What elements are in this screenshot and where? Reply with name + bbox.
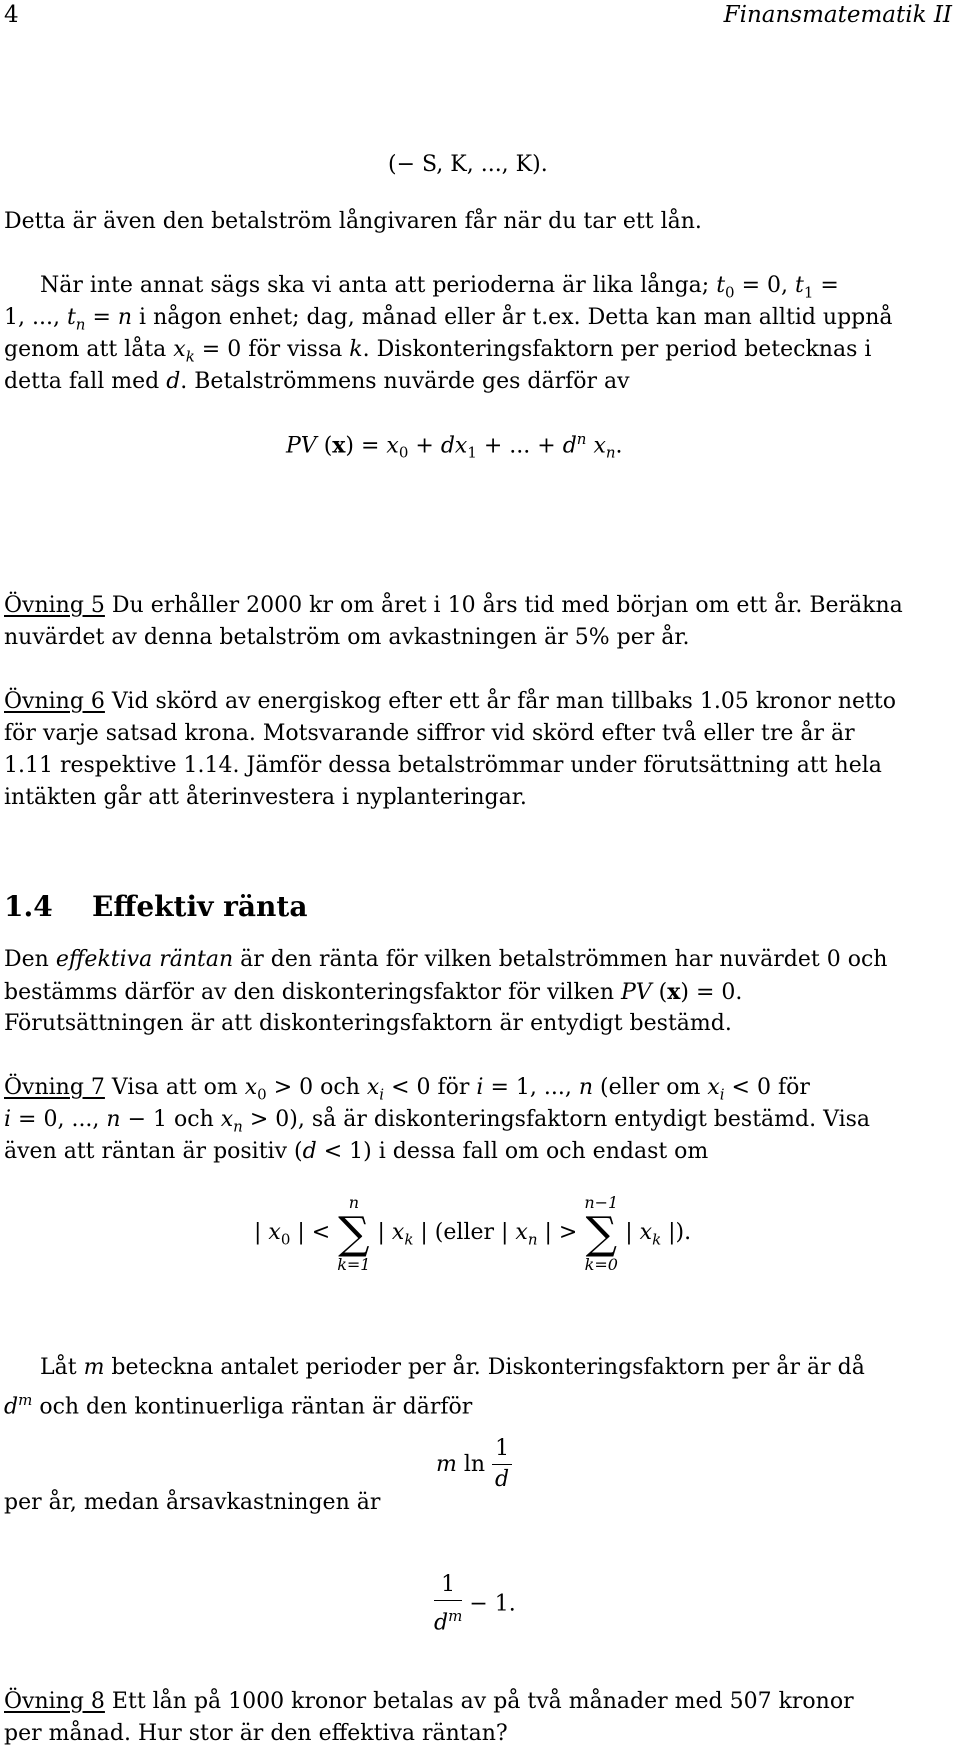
text-span: ) i dessa fall om och endast om	[363, 1139, 709, 1164]
text-span: Den	[4, 947, 56, 972]
paragraph-line: Förutsättningen är att diskonteringsfaktorn är entydigt bestämd.	[4, 1011, 732, 1036]
paragraph-line: intäkten går att återinvestera i nyplanteringar.	[4, 785, 527, 810]
text-span: (eller om	[593, 1075, 708, 1100]
paragraph-line: bestämms därför av den diskonteringsfaktor för vilken PV (x) = 0.	[4, 979, 743, 1005]
paragraph-line: Detta är även den betalström långivaren får när du tar ett lån.	[4, 209, 702, 234]
exercise-5	[4, 590, 903, 622]
text-span: Visa att om	[104, 1075, 245, 1100]
exercise-6-label: Övning 6	[4, 689, 105, 714]
paragraph-line: även att räntan är positiv (d < 1) i dessa fall om och endast om	[4, 1139, 709, 1164]
text-span: Vid skörd av energiskog efter ett år får man tillbaks 1.05 kronor netto	[104, 689, 896, 714]
text-span: 1, ...,	[4, 305, 67, 330]
text-span: är den ränta för vilken betalströmmen har nuvärdet 0 och	[233, 947, 888, 972]
section-title: Effektiv ränta	[92, 890, 308, 923]
paragraph-line: för varje satsad krona. Motsvarande siffror vid skörd efter två eller tre år är	[4, 721, 855, 746]
exercise-8-label: Övning 8	[4, 1689, 105, 1714]
cashflow-tuple: (− S, K, ..., K).	[388, 152, 548, 177]
text-span: genom att låta	[4, 337, 174, 362]
emphasis-text: effektiva räntan	[55, 947, 234, 972]
text-span: bestämms därför av den diskonteringsfaktor för vilken	[4, 980, 621, 1005]
text-span: i någon enhet; dag, månad eller år t.ex. Detta kan man alltid uppnå	[132, 305, 893, 330]
text-span: för vissa	[241, 337, 350, 362]
paragraph-line: per år, medan årsavkastningen är	[4, 1490, 381, 1515]
text-span: även att räntan är positiv (	[4, 1139, 303, 1164]
paragraph-line: Låt m beteckna antalet perioder per år. Diskonteringsfaktorn per år är då	[40, 1355, 865, 1380]
running-title: Finansmatematik II	[723, 2, 952, 28]
text-span: . Betalströmmens nuvärde ges därför av	[180, 369, 630, 394]
text-span: för	[770, 1075, 810, 1100]
sum-symbol: n−1 ∑ k=0	[584, 1193, 619, 1274]
text-span: detta fall med	[4, 369, 167, 394]
sum-inequality: | $x_0$ | < n ∑ k=1 | $x_k$ | (eller | $x_n$ | > n−1 ∑ k=0 | $x_k$ |).	[254, 1193, 692, 1274]
text-span: för	[430, 1075, 477, 1100]
text-span: och den kontinuerliga räntan är därför	[32, 1394, 473, 1420]
paragraph-line: nuvärdet av denna betalström om avkastningen är 5% per år.	[4, 625, 690, 650]
section-number: 1.4	[4, 890, 53, 923]
paragraph-line: $d^m$ och den kontinuerliga räntan är därför	[4, 1391, 473, 1420]
text-span: Du erhåller 2000 kr om året i 10 års tid med början om ett år. Beräkna	[104, 593, 903, 618]
paragraph-line: 1.11 respektive 1.14. Jämför dessa betalströmmar under förutsättning att hela	[4, 753, 882, 778]
continuous-rate-formula: m ln $\frac{1}{d}$	[436, 1434, 512, 1495]
paragraph-line: När inte annat sägs ska vi anta att perioderna är lika långa; $t_0 = 0$, $t_1$ =	[40, 273, 839, 302]
paragraph-line: per månad. Hur stor är den effektiva räntan?	[4, 1721, 508, 1746]
paragraph-line: detta fall med d. Betalströmmens nuvärde ges därför av	[4, 369, 630, 394]
text-span: Ett lån på 1000 kronor betalas av på två månader med 507 kronor	[104, 1689, 854, 1714]
fraction: $\frac{1}{d^m}$	[434, 1572, 463, 1636]
text-span: . Diskonteringsfaktorn per period betecknas i	[362, 337, 872, 362]
exercise-7-label: Övning 7	[4, 1075, 105, 1100]
annual-yield-formula: $\frac{1}{d^m}$ − 1.	[434, 1570, 516, 1638]
text-span: När inte annat sägs ska vi anta att perioderna är lika långa;	[40, 273, 717, 298]
text-span: och	[313, 1075, 367, 1100]
sum-symbol: n ∑ k=1	[337, 1193, 371, 1274]
exercise-8	[4, 1686, 854, 1718]
text-span: beteckna antalet perioder per år. Diskonteringsfaktorn per år är då	[104, 1355, 865, 1380]
text-span: Låt	[40, 1355, 84, 1380]
text-span: , så är diskonteringsfaktorn entydigt bestämd. Visa	[297, 1107, 871, 1132]
section-heading	[4, 890, 307, 923]
paragraph-line: genom att låta $x_k = 0$ för vissa k. Diskonteringsfaktorn per period betecknas i	[4, 337, 872, 366]
pv-formula: PV $(x) = x_0 + dx_1$ + ... + $d^n$ $x_n$.	[286, 430, 623, 462]
exercise-7: Övning 7 Visa att om $x_0 > 0$ och $x_i < 0$ för i = 1, ..., n (eller om $x_i < 0$ för	[4, 1075, 810, 1104]
page-number: 4	[4, 2, 19, 28]
exercise-5-label: Övning 5	[4, 593, 105, 618]
exercise-6	[4, 686, 896, 718]
fraction: $\frac{1}{d}$	[492, 1434, 512, 1495]
paragraph-line: i = 0, ..., n − 1 och $x_n > 0$), så är diskonteringsfaktorn entydigt bestämd. Visa	[4, 1107, 871, 1136]
paragraph-line	[4, 944, 887, 976]
paragraph-line: 1, ..., $t_n = n$ i någon enhet; dag, månad eller år t.ex. Detta kan man alltid uppnå	[4, 305, 893, 334]
